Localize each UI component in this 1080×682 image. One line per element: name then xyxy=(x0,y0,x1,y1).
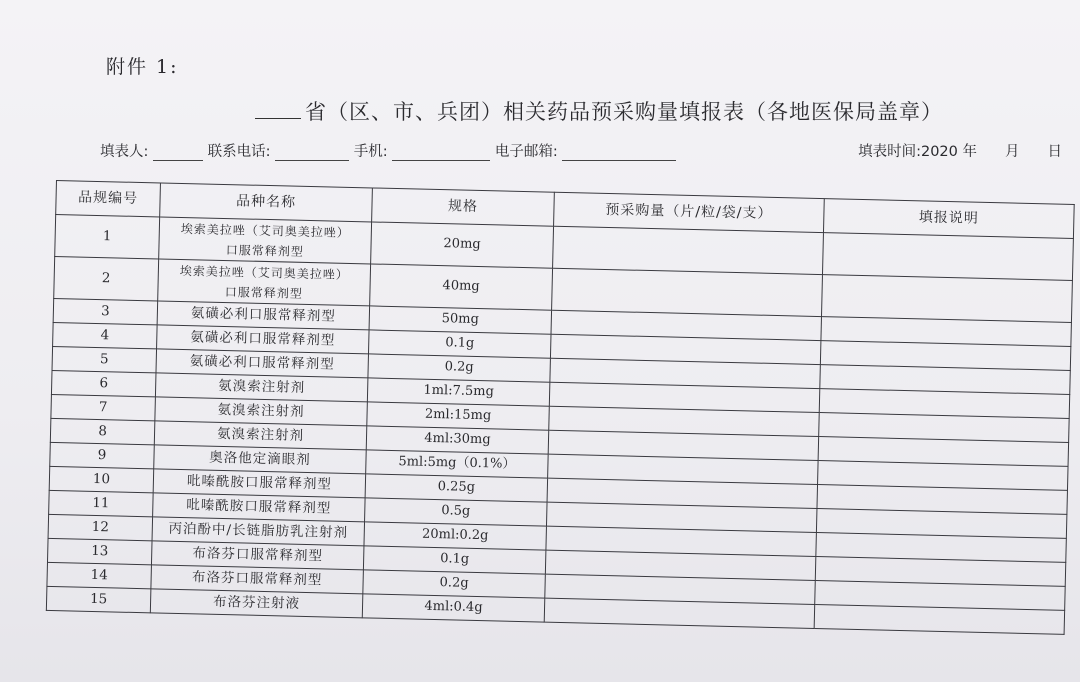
row-code: 8 xyxy=(50,418,155,444)
row-code: 12 xyxy=(48,514,153,540)
row-drug-name: 吡嗪酰胺口服常释剂型 xyxy=(153,493,366,522)
row-code: 1 xyxy=(55,215,160,259)
drug-name-line: 口服常释剂型 xyxy=(225,242,305,259)
row-drug-name: 丙泊酚中/长链脂肪乳注射剂 xyxy=(152,517,365,546)
row-quantity-cell[interactable] xyxy=(544,598,814,628)
row-spec: 20ml:0.2g xyxy=(364,522,547,550)
row-drug-name: 吡嗪酰胺口服常释剂型 xyxy=(153,469,366,498)
fill-date xyxy=(858,140,1062,161)
row-drug-name: 布洛芬注射液 xyxy=(150,589,363,618)
phone-label: 联系电话: xyxy=(207,144,271,160)
row-code: 7 xyxy=(51,394,156,420)
filler-label: 填表人: xyxy=(100,144,149,160)
email-blank xyxy=(562,146,676,161)
mobile-blank xyxy=(392,146,490,161)
row-drug-name: 氨磺必利口服常释剂型 xyxy=(157,301,370,330)
header-spec: 规格 xyxy=(372,188,555,226)
row-spec: 4ml:0.4g xyxy=(362,594,545,622)
row-code: 4 xyxy=(53,322,158,348)
filler-blank xyxy=(153,146,203,161)
row-code: 10 xyxy=(49,466,154,492)
drug-name-line: 埃索美拉唑（艾司奥美拉唑） xyxy=(180,221,351,240)
row-spec: 40mg xyxy=(370,264,553,310)
row-quantity-cell[interactable] xyxy=(553,226,824,274)
row-drug-name: 氨磺必利口服常释剂型 xyxy=(157,325,370,354)
row-drug-name xyxy=(158,259,371,306)
form-title-text: 省（区、市、兵团）相关药品预采购量填报表（各地医保局盖章） xyxy=(305,100,943,124)
header-name: 品种名称 xyxy=(160,183,373,222)
row-spec: 0.2g xyxy=(368,354,551,382)
row-spec: 0.25g xyxy=(365,474,548,502)
phone-blank xyxy=(275,146,349,161)
row-spec: 50mg xyxy=(369,306,552,334)
row-spec: 2ml:15mg xyxy=(367,402,550,430)
email-label: 电子邮箱: xyxy=(494,144,558,160)
row-code: 15 xyxy=(46,586,151,612)
drug-name-line: 口服常释剂型 xyxy=(224,284,304,301)
date-label: 填表时间:2020 年 xyxy=(858,144,977,160)
procurement-table xyxy=(46,180,1075,635)
row-drug-name: 布洛芬口服常释剂型 xyxy=(151,565,364,594)
drug-name-line: 埃索美拉唑（艾司奥美拉唑） xyxy=(179,263,350,282)
row-code: 2 xyxy=(54,256,159,300)
province-blank xyxy=(255,118,301,119)
row-spec: 0.1g xyxy=(363,546,546,574)
row-notes-cell[interactable] xyxy=(814,604,1064,634)
row-code: 11 xyxy=(49,490,154,516)
row-spec: 1ml:7.5mg xyxy=(367,378,550,406)
row-spec: 0.1g xyxy=(368,330,551,358)
procurement-table-wrap xyxy=(46,180,1075,635)
form-title xyxy=(255,96,943,126)
row-code: 14 xyxy=(47,562,152,588)
row-code: 13 xyxy=(47,538,152,564)
header-code: 品规编号 xyxy=(56,181,161,217)
row-spec: 0.5g xyxy=(365,498,548,526)
attachment-label: 附件 1: xyxy=(106,56,179,78)
row-spec: 5ml:5mg（0.1%） xyxy=(366,450,549,478)
row-drug-name: 奥洛他定滴眼剂 xyxy=(154,445,367,474)
row-code: 3 xyxy=(53,298,158,324)
row-spec: 0.2g xyxy=(363,570,546,598)
filler-info-row xyxy=(100,140,1070,161)
row-drug-name: 氨溴索注射剂 xyxy=(155,373,368,402)
month-label: 月 xyxy=(1005,144,1020,160)
row-drug-name: 氨磺必利口服常释剂型 xyxy=(156,349,369,378)
row-notes-cell[interactable] xyxy=(822,233,1073,281)
header-notes: 填报说明 xyxy=(823,199,1074,239)
header-quantity: 预采购量（片/粒/袋/支） xyxy=(554,192,825,232)
row-drug-name xyxy=(159,217,372,264)
row-drug-name: 氨溴索注射剂 xyxy=(154,421,367,450)
table-body xyxy=(46,215,1073,635)
row-quantity-cell[interactable] xyxy=(552,268,823,316)
day-label: 日 xyxy=(1047,144,1062,160)
row-code: 9 xyxy=(50,442,155,468)
row-code: 5 xyxy=(52,346,157,372)
mobile-label: 手机: xyxy=(353,144,388,160)
row-spec: 4ml:30mg xyxy=(366,426,549,454)
row-notes-cell[interactable] xyxy=(821,275,1072,323)
row-drug-name: 布洛芬口服常释剂型 xyxy=(151,541,364,570)
row-spec: 20mg xyxy=(371,222,554,268)
row-drug-name: 氨溴索注射剂 xyxy=(155,397,368,426)
row-code: 6 xyxy=(51,370,156,396)
